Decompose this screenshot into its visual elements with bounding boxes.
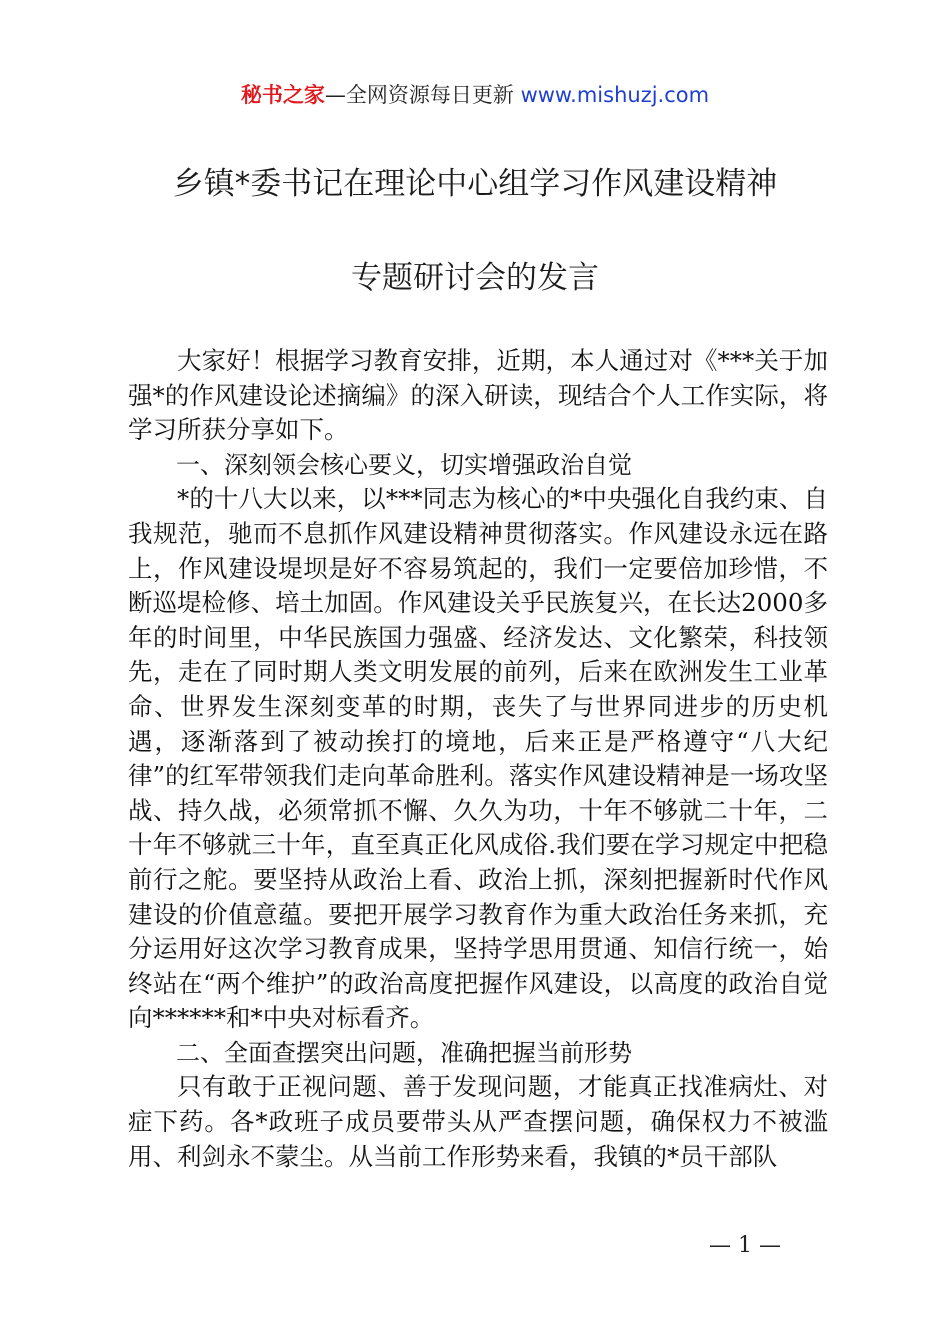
section-heading-2: 二、全面查摆突出问题，准确把握当前形势 (176, 1038, 632, 1067)
body-paragraph-section-2: 只有敢于正视问题、善于发现问题，才能真正找准病灶、对症下药。各*政班子成员要带头从严查摆问题，确保权力不被滥用、利剑永不蒙尘。从当前工作形势来看，我镇的*员干部队 (128, 1072, 828, 1171)
document-title-line-2: 专题研讨会的发言 (351, 260, 599, 296)
body-paragraph-section-1: *的十八大以来，以***同志为核心的*中央强化自我约束、自我规范，驰而不息抓作风建设精神贯彻落实。作风建设永远在路上，作风建设堤坝是好不容易筑起的，我们一定要倍加珍惜，不断巡堤检修、培土加固。作风建设关乎民族复兴，在长达2000多年的时间里，中华民族国力强盛、经济发达、文化繁荣，科技领先，走在了同时期人类文明发展的前列，后来在欧洲发生工业革命、世界发生深刻变革的时期，丧失了与世界同进步的历史机遇，逐渐落到了被动挨打的境地，后来正是严格遵守“八大纪律”的红军带领我们走向革命胜利。落实作风建设精神是一场攻坚战、持久战，必须常抓不懈、久久为功，十年不够就二十年，二十年不够就三十年，直至真正化风成俗.我们要在学习规定中把稳前行之舵。要坚持从政治上看、政治上抓，深刻把握新时代作风建设的价值意蕴。要把开展学习教育作为重大政治任务来抓，充分运用好这次学习教育成果，坚持学思用贯通、知信行统一，始终站在“两个维护”的政治高度把握作风建设，以高度的政治自觉向******和*中央对标看齐。 (128, 484, 828, 1033)
site-brand: 秘书之家 (240, 83, 325, 107)
site-tagline: —全网资源每日更新 (324, 83, 514, 107)
document-body (128, 344, 828, 1174)
document-title-line-1: 乡镇*委书记在理论中心组学习作风建设精神 (172, 166, 778, 202)
section-heading-1: 一、深刻领会核心要义，切实增强政治自觉 (176, 450, 632, 479)
site-url-link[interactable]: www.mishuzj.com (520, 83, 710, 107)
body-paragraph-intro: 大家好！根据学习教育安排，近期，本人通过对《***关于加强*的作风建设论述摘编》的深入研读，现结合个人工作实际，将学习所获分享如下。 (128, 346, 828, 445)
page-number: — 1 — (709, 1233, 781, 1258)
site-header (0, 80, 950, 110)
